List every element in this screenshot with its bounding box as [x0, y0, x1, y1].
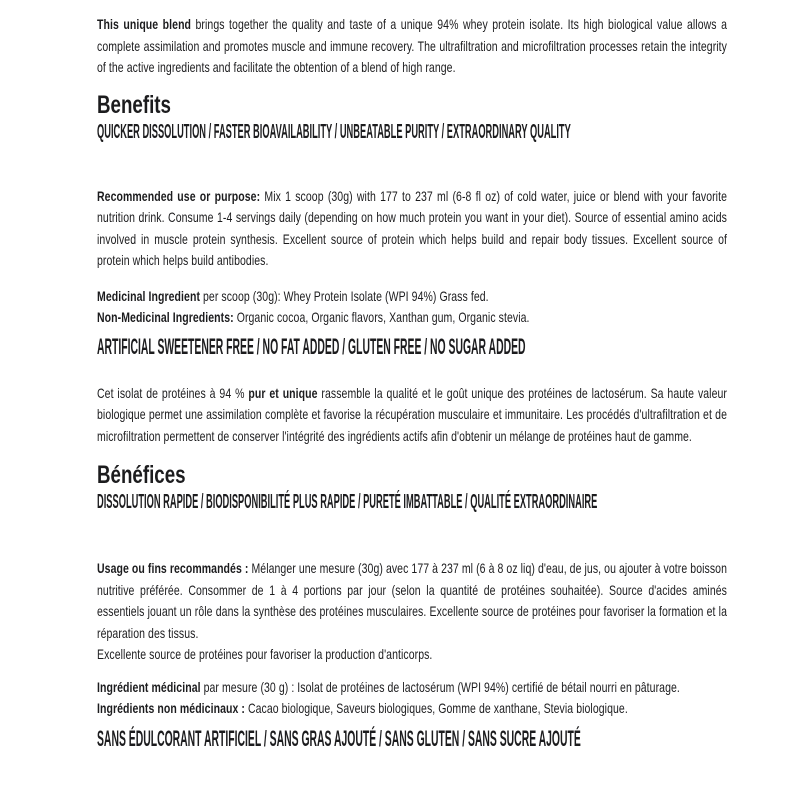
non-medicinal-ingredients-text-en: Organic cocoa, Organic flavors, Xanthan gum, Organic stevia.	[233, 309, 530, 325]
french-intro-pre: Cet isolat de protéines à 94 %	[97, 384, 249, 401]
benefits-list-fr-text: DISSOLUTION RAPIDE / BIODISPONIBILITÉ PLUS RAPIDE / PURETÉ IMBATTABLE / QUALITÉ EXTRAORDINAIRE	[97, 491, 598, 513]
benefits-list-en-text: QUICKER DISSOLUTION / FASTER BIOAVAILABILITY / UNBEATABLE PURITY / EXTRAORDINARY QUALITY	[97, 120, 571, 143]
benefits-heading-fr: Bénéfices	[97, 461, 186, 489]
medicinal-ingredient-lead-en: Medicinal Ingredient	[97, 287, 201, 304]
claims-line-fr-text: SANS ÉDULCORANT ARTIFICIEL / SANS GRAS AJOUTÉ / SANS GLUTEN / SANS SUCRE AJOUTÉ	[97, 725, 581, 751]
recommended-use-lead-en: Recommended use or purpose:	[97, 187, 261, 204]
benefits-heading-en: Benefits	[97, 90, 171, 119]
non-medicinal-ingredients-text-fr: Cacao biologique, Saveurs biologiques, Gomme de xanthane, Stevia biologique.	[244, 700, 628, 716]
benefits-list-en	[97, 121, 727, 143]
claims-line-en-text: ARTIFICIAL SWEETENER FREE / NO FAT ADDED / GLUTEN FREE / NO SUGAR ADDED	[97, 333, 526, 359]
non-medicinal-ingredients-lead-en: Non-Medicinal Ingredients:	[97, 309, 234, 325]
medicinal-ingredient-lead-fr: Ingrédient médicinal	[97, 678, 201, 695]
medicinal-ingredient-text-en: per scoop (30g): Whey Protein Isolate (WPI 94%) Grass fed.	[200, 287, 489, 304]
french-intro-bold: pur et unique	[248, 384, 318, 401]
english-intro-paragraph	[97, 14, 727, 79]
usage-paragraph-fr	[97, 558, 727, 644]
non-medicinal-ingredients-lead-fr: Ingrédients non médicinaux :	[97, 700, 245, 716]
recommended-use-text-en: Mix 1 scoop (30g) with 177 to 237 ml (6-8 fl oz) of cold water, juice or blend with your favorite nutrition drink. Consume 1-4 servings daily (depending on how much protein you want in your diet). Source of essential amino acids involved in muscle protein synthesis. Excellent source of protein which helps build and repair body tissues. Excellent source of protein which helps build antibodies.	[97, 187, 727, 268]
claims-line-en	[97, 334, 727, 359]
claims-line-fr	[97, 726, 727, 751]
usage-lead-fr: Usage ou fins recommandés :	[97, 560, 249, 576]
usage-text-fr: Mélanger une mesure (30g) avec 177 à 237 ml (6 à 8 oz liq) d'eau, de jus, ou ajouter à votre boisson nutritive préférée. Consommer de 1 à 4 portions par jour (selon la quantité de protéines souhaitée). Source d'acides aminés essentiels jouant un rôle dans la synthèse des protéines musculaires. Excellente source de protéines pour favoriser la formation et la réparation des tissus.	[97, 560, 727, 641]
usage-line2-fr: Excellente source de protéines pour favoriser la production d'anticorps.	[97, 646, 433, 662]
french-intro-paragraph	[97, 383, 727, 448]
recommended-use-paragraph-en	[97, 186, 727, 272]
benefits-list-fr	[97, 491, 727, 513]
non-medicinal-ingredients-line-en	[97, 307, 727, 329]
english-intro-text: brings together the quality and taste of a unique 94% whey protein isolate. Its high biological value allows a complete assimilation and promotes muscle and immune recovery. The ultrafiltration and microfiltration processes retain the integrity of the active ingredients and facilitate the obtention of a blend of high range.	[97, 16, 727, 75]
label-content	[97, 14, 727, 751]
english-intro-lead: This unique blend	[97, 16, 192, 32]
medicinal-ingredient-line-en	[97, 286, 727, 308]
non-medicinal-ingredients-line-fr	[97, 698, 727, 720]
medicinal-ingredient-text-fr: par mesure (30 g) : Isolat de protéines de lactosérum (WPI 94%) certifié de bétail nourri en pâturage.	[200, 678, 680, 695]
french-intro-text: rassemble la qualité et le goût unique des protéines de lactosérum. Sa haute valeur biologique permet une assimilation complète et favorise la récupération musculaire et immunitaire. Les procédés d'ultrafiltration et de microfiltration permettent de conserver l'intégrité des ingrédients actifs afin d'obtenir un mélange de protéines haut de gamme.	[97, 384, 727, 444]
medicinal-ingredient-line-fr	[97, 677, 727, 699]
